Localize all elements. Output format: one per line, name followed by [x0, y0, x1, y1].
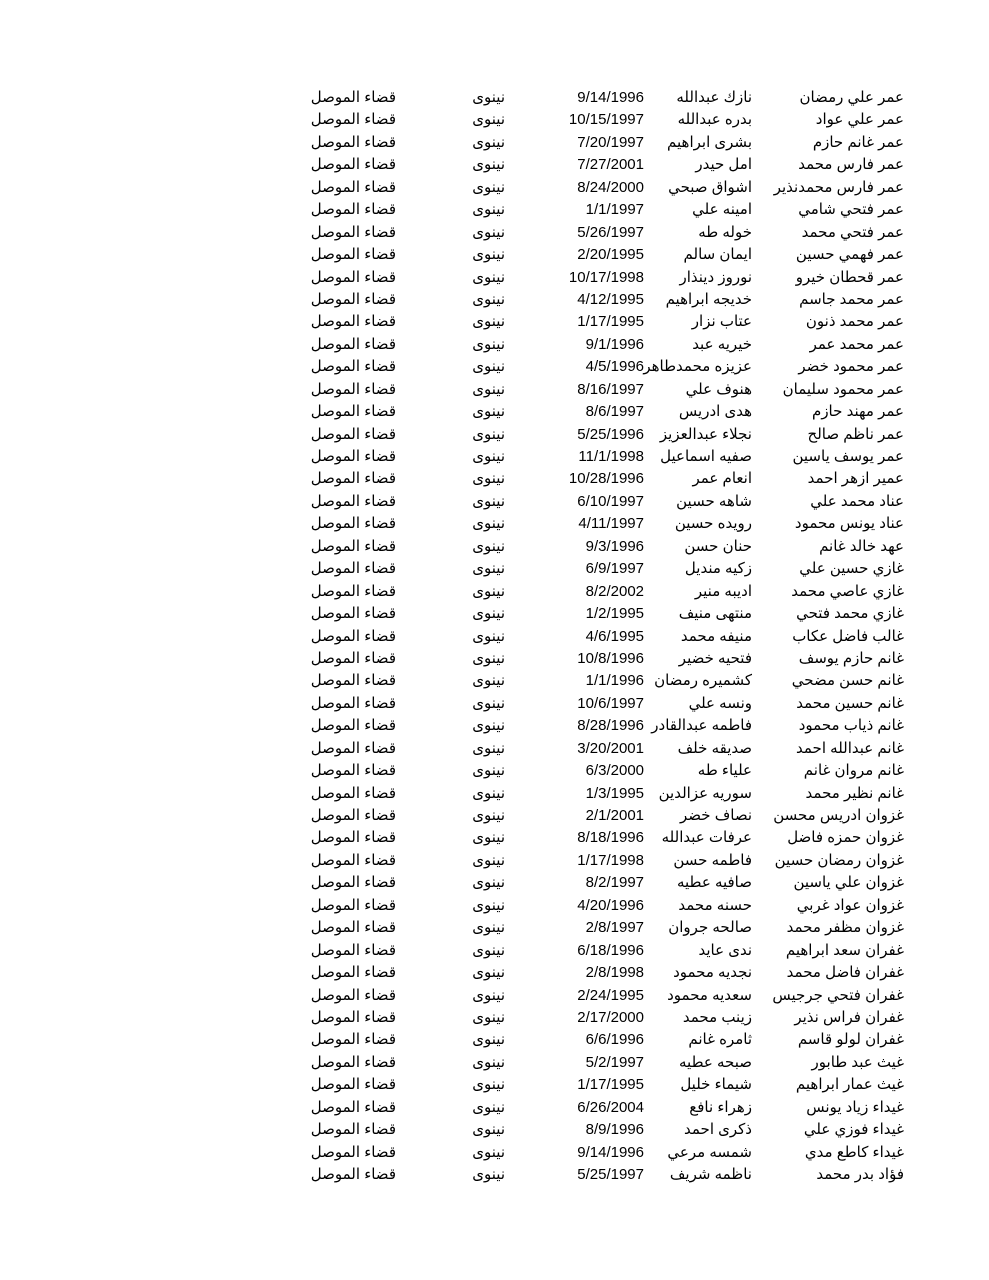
person-name: غزوان رمضان حسين — [774, 851, 904, 869]
table-row — [0, 626, 989, 648]
table-row — [0, 805, 989, 827]
mother-name: علياء طه — [697, 762, 752, 780]
birth-date: 6/26/2004 — [577, 1098, 644, 1116]
governorate: نينوى — [472, 986, 505, 1004]
mother-name: شاهه حسين — [676, 492, 752, 510]
governorate: نينوى — [472, 290, 505, 308]
mother-name: صافيه عطيه — [676, 874, 752, 892]
table-row — [0, 401, 989, 423]
table-row — [0, 1119, 989, 1141]
table-row — [0, 827, 989, 849]
table-row — [0, 760, 989, 782]
person-name: غالب فاضل عكاب — [792, 627, 904, 645]
governorate: نينوى — [472, 223, 505, 241]
mother-name: ايمان سالم — [683, 246, 752, 264]
mother-name: ثامره غانم — [688, 1031, 752, 1049]
governorate: نينوى — [472, 201, 505, 219]
birth-date: 1/17/1995 — [577, 1076, 644, 1094]
governorate: نينوى — [472, 492, 505, 510]
district: قضاء الموصل — [310, 896, 396, 914]
person-name: غزوان مظفر محمد — [786, 919, 904, 937]
table-row — [0, 895, 989, 917]
governorate: نينوى — [472, 784, 505, 802]
person-name: عناد يونس محمود — [794, 515, 904, 533]
mother-name: امينه علي — [692, 201, 752, 219]
mother-name: نازك عبدالله — [676, 89, 752, 106]
governorate: نينوى — [472, 425, 505, 443]
district: قضاء الموصل — [310, 1076, 396, 1094]
mother-name: منتهى منيف — [678, 605, 752, 623]
mother-name: حنان حسن — [684, 537, 752, 555]
table-row — [0, 154, 989, 176]
mother-name: صفيه اسماعيل — [660, 448, 752, 465]
person-name: غانم حسين محمد — [796, 694, 904, 712]
table-row — [0, 222, 989, 244]
table-row — [0, 87, 989, 109]
governorate: نينوى — [472, 89, 505, 106]
table-row — [0, 177, 989, 199]
birth-date: 8/6/1997 — [585, 403, 644, 421]
person-name: غازي حسين علي — [799, 560, 904, 578]
table-row — [0, 536, 989, 558]
table-row — [0, 289, 989, 311]
mother-name: كشميره رمضان — [654, 672, 752, 690]
mother-name: حسنه محمد — [678, 896, 752, 914]
district: قضاء الموصل — [310, 380, 396, 398]
table-row — [0, 693, 989, 715]
table-row — [0, 985, 989, 1007]
governorate: نينوى — [472, 537, 505, 555]
mother-name: نوروز دينذار — [679, 268, 752, 286]
birth-date: 2/24/1995 — [577, 986, 644, 1004]
mother-name: ندى عايد — [698, 941, 752, 959]
birth-date: 6/3/2000 — [585, 762, 644, 780]
district: قضاء الموصل — [310, 717, 396, 735]
person-name: عمر علي رمضان — [799, 89, 904, 106]
person-name: غازي محمد فتحي — [796, 605, 904, 623]
district: قضاء الموصل — [310, 448, 396, 465]
table-row — [0, 603, 989, 625]
person-name: غانم مروان غانم — [803, 762, 904, 780]
birth-date: 5/25/1997 — [577, 1166, 644, 1183]
table-row — [0, 581, 989, 603]
mother-name: نجديه محمود — [673, 964, 752, 982]
birth-date: 7/20/1997 — [577, 133, 644, 151]
table-row — [0, 670, 989, 692]
district: قضاء الموصل — [310, 605, 396, 623]
mother-name: صديقه خلف — [677, 739, 752, 757]
table-row — [0, 334, 989, 356]
birth-date: 3/20/2001 — [577, 739, 644, 757]
district: قضاء الموصل — [310, 1008, 396, 1026]
mother-name: صبحه عطيه — [679, 1053, 752, 1071]
governorate: نينوى — [472, 739, 505, 757]
district: قضاء الموصل — [310, 1053, 396, 1071]
district: قضاء الموصل — [310, 335, 396, 353]
person-name: غزوان علي ياسين — [793, 874, 904, 892]
person-name: عمير ازهر احمد — [807, 470, 904, 488]
person-name: غيث عمار ابراهيم — [795, 1076, 904, 1094]
person-name: غزوان ادريس محسن — [773, 807, 904, 824]
person-name: عمر فارس محمدنذير — [773, 178, 904, 196]
birth-date: 1/17/1995 — [577, 313, 644, 331]
district: قضاء الموصل — [310, 537, 396, 555]
district: قضاء الموصل — [310, 515, 396, 533]
table-row — [0, 132, 989, 154]
district: قضاء الموصل — [310, 919, 396, 937]
table-row — [0, 1074, 989, 1096]
governorate: نينوى — [472, 358, 505, 376]
governorate: نينوى — [472, 470, 505, 488]
table-row — [0, 356, 989, 378]
table-row — [0, 917, 989, 939]
birth-date: 10/8/1996 — [577, 649, 644, 667]
district: قضاء الموصل — [310, 762, 396, 780]
governorate: نينوى — [472, 717, 505, 735]
governorate: نينوى — [472, 672, 505, 690]
district: قضاء الموصل — [310, 178, 396, 196]
birth-date: 4/5/1996 — [585, 358, 644, 376]
birth-date: 1/3/1995 — [585, 784, 644, 802]
mother-name: فتحيه خضير — [678, 649, 752, 667]
mother-name: رويده حسين — [674, 515, 752, 533]
governorate: نينوى — [472, 313, 505, 331]
mother-name: زهراء نافع — [689, 1098, 752, 1116]
person-name: عمر غانم حازم — [812, 133, 904, 151]
birth-date: 2/17/2000 — [577, 1008, 644, 1026]
governorate: نينوى — [472, 1008, 505, 1026]
birth-date: 6/10/1997 — [577, 492, 644, 510]
governorate: نينوى — [472, 649, 505, 667]
district: قضاء الموصل — [310, 874, 396, 892]
person-name: عمر محمد ذنون — [805, 313, 904, 331]
person-name: غانم حسن مضحي — [791, 672, 904, 690]
district: قضاء الموصل — [310, 133, 396, 151]
district: قضاء الموصل — [310, 268, 396, 286]
person-name: عمر فتحي شامي — [798, 201, 904, 219]
birth-date: 10/6/1997 — [577, 694, 644, 712]
person-name: غانم عبدالله احمد — [796, 739, 904, 757]
governorate: نينوى — [472, 807, 505, 824]
mother-name: سوريه عزالدين — [658, 784, 752, 802]
district: قضاء الموصل — [310, 290, 396, 308]
person-name: عمر محمد عمر — [809, 335, 904, 353]
birth-date: 1/17/1998 — [577, 851, 644, 869]
birth-date: 8/16/1997 — [577, 380, 644, 398]
governorate: نينوى — [472, 111, 505, 129]
birth-date: 8/24/2000 — [577, 178, 644, 196]
governorate: نينوى — [472, 1098, 505, 1116]
mother-name: خوله طه — [698, 223, 752, 241]
birth-date: 10/17/1998 — [568, 268, 644, 286]
district: قضاء الموصل — [310, 739, 396, 757]
birth-date: 4/20/1996 — [577, 896, 644, 914]
table-row — [0, 783, 989, 805]
person-name: عمر محمود خضر — [798, 358, 904, 376]
table-row — [0, 109, 989, 131]
mother-name: خديجه ابراهيم — [665, 290, 752, 308]
mother-name: بدره عبدالله — [677, 111, 752, 129]
birth-date: 7/27/2001 — [577, 156, 644, 174]
person-name: غزوان عواد غربي — [796, 896, 904, 914]
district: قضاء الموصل — [310, 672, 396, 690]
governorate: نينوى — [472, 851, 505, 869]
district: قضاء الموصل — [310, 89, 396, 106]
mother-name: فاطمه عبدالقادر — [651, 717, 752, 735]
mother-name: ذكرى احمد — [684, 1121, 752, 1139]
district: قضاء الموصل — [310, 156, 396, 174]
governorate: نينوى — [472, 582, 505, 600]
table-row — [0, 1007, 989, 1029]
person-name: عمر محمد جاسم — [799, 290, 904, 308]
birth-date: 6/6/1996 — [585, 1031, 644, 1049]
person-name: غانم نظير محمد — [805, 784, 904, 802]
birth-date: 9/14/1996 — [577, 1143, 644, 1161]
table-row — [0, 468, 989, 490]
district: قضاء الموصل — [310, 829, 396, 847]
mother-name: زينب محمد — [682, 1008, 752, 1026]
person-name: عمر محمود سليمان — [782, 380, 904, 398]
person-name: عهد خالد غانم — [819, 537, 904, 555]
mother-name: شمسه مرعي — [667, 1143, 752, 1161]
birth-date: 9/1/1996 — [585, 335, 644, 353]
mother-name: خيريه عبد — [692, 335, 752, 353]
table-row — [0, 424, 989, 446]
mother-name: هدى ادريس — [678, 403, 752, 421]
birth-date: 8/2/2002 — [585, 582, 644, 600]
birth-date: 5/2/1997 — [585, 1053, 644, 1071]
governorate: نينوى — [472, 380, 505, 398]
governorate: نينوى — [472, 694, 505, 712]
governorate: نينوى — [472, 627, 505, 645]
governorate: نينوى — [472, 1143, 505, 1161]
governorate: نينوى — [472, 605, 505, 623]
person-name: عمر فارس محمد — [798, 156, 904, 174]
governorate: نينوى — [472, 246, 505, 264]
mother-name: اشواق صبحي — [668, 178, 752, 196]
mother-name: ونسه علي — [688, 694, 752, 712]
birth-date: 6/9/1997 — [585, 560, 644, 578]
person-name: عمر يوسف ياسين — [792, 448, 904, 465]
birth-date: 1/2/1995 — [585, 605, 644, 623]
mother-name: اديبه منير — [694, 582, 752, 600]
person-name: غيداء زياد يونس — [806, 1098, 904, 1116]
person-name: غيث عبد طابور — [811, 1053, 904, 1071]
governorate: نينوى — [472, 896, 505, 914]
birth-date: 10/28/1996 — [568, 470, 644, 488]
governorate: نينوى — [472, 1121, 505, 1139]
governorate: نينوى — [472, 156, 505, 174]
table-row — [0, 1029, 989, 1051]
birth-date: 2/20/1995 — [577, 246, 644, 264]
governorate: نينوى — [472, 919, 505, 937]
district: قضاء الموصل — [310, 492, 396, 510]
person-name: غيداء كاطع مدي — [804, 1143, 904, 1161]
mother-name: هنوف علي — [685, 380, 752, 398]
district: قضاء الموصل — [310, 111, 396, 129]
mother-name: سعديه محمود — [667, 986, 752, 1004]
birth-date: 1/1/1996 — [585, 672, 644, 690]
district: قضاء الموصل — [310, 1031, 396, 1049]
birth-date: 4/6/1995 — [585, 627, 644, 645]
person-name: غفران سعد ابراهيم — [785, 941, 904, 959]
governorate: نينوى — [472, 1031, 505, 1049]
governorate: نينوى — [472, 133, 505, 151]
table-row — [0, 199, 989, 221]
district: قضاء الموصل — [310, 1166, 396, 1183]
mother-name: منيفه محمد — [680, 627, 752, 645]
governorate: نينوى — [472, 403, 505, 421]
person-name: غفران لولو قاسم — [797, 1031, 904, 1049]
mother-name: ناظمه شريف — [669, 1166, 752, 1183]
person-name: غانم ذياب محمود — [798, 717, 904, 735]
district: قضاء الموصل — [310, 807, 396, 824]
district: قضاء الموصل — [310, 627, 396, 645]
birth-date: 2/8/1998 — [585, 964, 644, 982]
person-name: فؤاد بدر محمد — [816, 1166, 904, 1183]
district: قضاء الموصل — [310, 851, 396, 869]
mother-name: نجلاء عبدالعزيز — [659, 425, 752, 443]
person-name: عمر ناظم صالح — [807, 425, 904, 443]
governorate: نينوى — [472, 874, 505, 892]
governorate: نينوى — [472, 1053, 505, 1071]
mother-name: زكيه منديل — [684, 560, 752, 578]
person-name: غانم حازم يوسف — [798, 649, 904, 667]
records-list — [0, 87, 989, 1186]
birth-date: 8/2/1997 — [585, 874, 644, 892]
table-row — [0, 738, 989, 760]
birth-date: 2/1/2001 — [585, 807, 644, 824]
birth-date: 1/1/1997 — [585, 201, 644, 219]
governorate: نينوى — [472, 941, 505, 959]
district: قضاء الموصل — [310, 964, 396, 982]
birth-date: 6/18/1996 — [577, 941, 644, 959]
table-row — [0, 267, 989, 289]
birth-date: 11/1/1998 — [578, 448, 644, 465]
table-row — [0, 513, 989, 535]
table-row — [0, 311, 989, 333]
district: قضاء الموصل — [310, 649, 396, 667]
governorate: نينوى — [472, 762, 505, 780]
district: قضاء الموصل — [310, 425, 396, 443]
table-row — [0, 1142, 989, 1164]
birth-date: 10/15/1997 — [568, 111, 644, 129]
table-row — [0, 244, 989, 266]
district: قضاء الموصل — [310, 694, 396, 712]
birth-date: 2/8/1997 — [585, 919, 644, 937]
person-name: عناد محمد علي — [810, 492, 904, 510]
governorate: نينوى — [472, 829, 505, 847]
birth-date: 8/9/1996 — [585, 1121, 644, 1139]
table-row — [0, 379, 989, 401]
table-row — [0, 940, 989, 962]
mother-name: عرفات عبدالله — [661, 829, 752, 847]
birth-date: 4/11/1997 — [578, 515, 644, 533]
birth-date: 9/3/1996 — [585, 537, 644, 555]
governorate: نينوى — [472, 448, 505, 465]
person-name: عمر علي عواد — [815, 111, 904, 129]
district: قضاء الموصل — [310, 560, 396, 578]
person-name: عمر قحطان خيرو — [795, 268, 904, 286]
table-row — [0, 558, 989, 580]
district: قضاء الموصل — [310, 986, 396, 1004]
person-name: غيداء فوزي علي — [803, 1121, 904, 1139]
birth-date: 5/26/1997 — [577, 223, 644, 241]
mother-name: شيماء خليل — [680, 1076, 752, 1094]
district: قضاء الموصل — [310, 358, 396, 376]
document-page — [0, 87, 989, 1186]
birth-date: 8/18/1996 — [577, 829, 644, 847]
governorate: نينوى — [472, 268, 505, 286]
birth-date: 5/25/1996 — [577, 425, 644, 443]
governorate: نينوى — [472, 515, 505, 533]
district: قضاء الموصل — [310, 313, 396, 331]
governorate: نينوى — [472, 964, 505, 982]
district: قضاء الموصل — [310, 1121, 396, 1139]
person-name: عمر فهمي حسين — [795, 246, 904, 264]
birth-date: 8/28/1996 — [577, 717, 644, 735]
mother-name: انعام عمر — [692, 470, 752, 488]
district: قضاء الموصل — [310, 1143, 396, 1161]
mother-name: عزيزه محمدطاهر — [643, 358, 752, 376]
person-name: غازي عاصي محمد — [791, 582, 904, 600]
table-row — [0, 962, 989, 984]
governorate: نينوى — [472, 178, 505, 196]
table-row — [0, 648, 989, 670]
district: قضاء الموصل — [310, 201, 396, 219]
birth-date: 4/12/1995 — [577, 290, 644, 308]
person-name: غزوان حمزه فاضل — [787, 829, 904, 847]
table-row — [0, 850, 989, 872]
mother-name: فاطمه حسن — [673, 851, 752, 869]
district: قضاء الموصل — [310, 223, 396, 241]
district: قضاء الموصل — [310, 1098, 396, 1116]
table-row — [0, 1052, 989, 1074]
person-name: عمر فتحي محمد — [801, 223, 904, 241]
mother-name: امل حيدر — [695, 156, 752, 174]
person-name: غفران فراس نذير — [794, 1008, 904, 1026]
governorate: نينوى — [472, 335, 505, 353]
governorate: نينوى — [472, 1166, 505, 1183]
table-row — [0, 491, 989, 513]
governorate: نينوى — [472, 560, 505, 578]
person-name: غفران فتحي جرجيس — [772, 986, 904, 1004]
governorate: نينوى — [472, 1076, 505, 1094]
district: قضاء الموصل — [310, 582, 396, 600]
person-name: غفران فاضل محمد — [786, 964, 904, 982]
table-row — [0, 1097, 989, 1119]
table-row — [0, 715, 989, 737]
table-row — [0, 446, 989, 468]
table-row — [0, 872, 989, 894]
birth-date: 9/14/1996 — [577, 89, 644, 106]
district: قضاء الموصل — [310, 941, 396, 959]
mother-name: عتاب نزار — [691, 313, 752, 331]
district: قضاء الموصل — [310, 246, 396, 264]
mother-name: نصاف خضر — [679, 807, 752, 824]
person-name: عمر مهند حازم — [812, 403, 904, 421]
table-row — [0, 1164, 989, 1186]
district: قضاء الموصل — [310, 470, 396, 488]
mother-name: بشرى ابراهيم — [667, 133, 752, 151]
district: قضاء الموصل — [310, 784, 396, 802]
mother-name: صالحه جروان — [668, 919, 752, 937]
district: قضاء الموصل — [310, 403, 396, 421]
